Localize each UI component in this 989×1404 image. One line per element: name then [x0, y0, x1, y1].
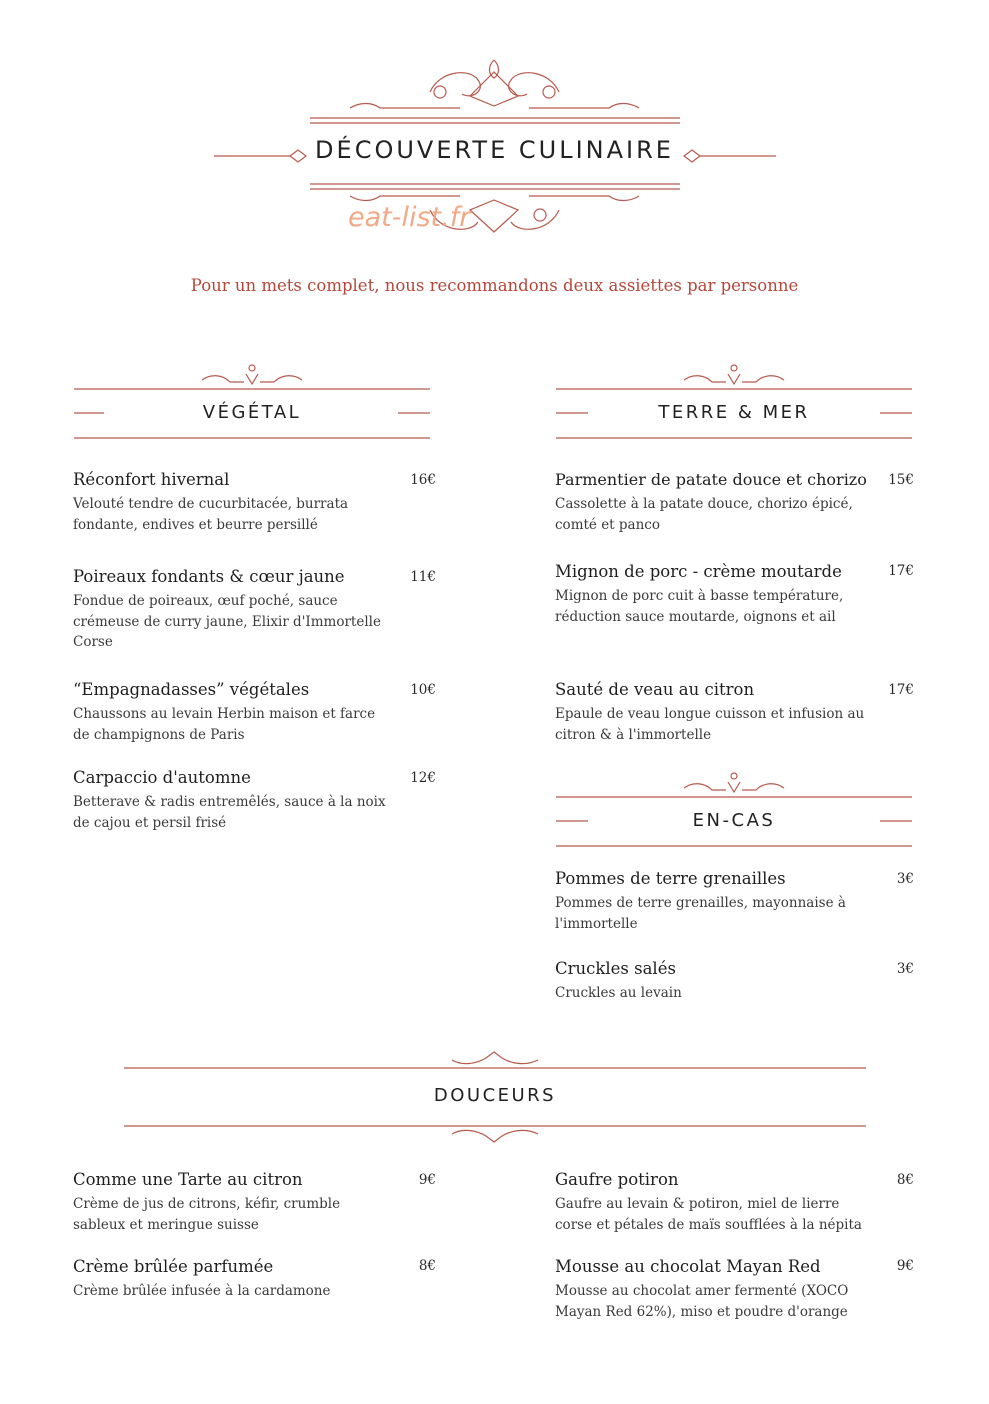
item-description: Velouté tendre de cucurbitacée, burrata fondante, endives et beurre persillé	[73, 496, 349, 533]
menu-item-parmentier	[555, 470, 885, 535]
item-description: Cassolette à la patate douce, chorizo épicé, comté et panco	[555, 496, 853, 533]
item-price: 16€	[410, 472, 436, 488]
item-description: Fondue de poireaux, œuf poché, sauce crémeuse de curry jaune, Elixir d'Immortelle Corse	[73, 593, 381, 650]
menu-item-creme-brulee	[73, 1257, 393, 1302]
item-price: 9€	[418, 1172, 436, 1188]
item-price: 3€	[896, 961, 914, 977]
item-name: Comme une Tarte au citron	[73, 1170, 303, 1189]
item-name: Réconfort hivernal	[73, 470, 230, 489]
item-description: Epaule de veau longue cuisson et infusion au citron & à l'immortelle	[555, 706, 865, 743]
item-name: Crème brûlée parfumée	[73, 1257, 274, 1276]
watermark: eat-list.fr	[348, 202, 471, 233]
menu-title: DÉCOUVERTE CULINAIRE	[315, 136, 674, 164]
menu-item-tarte-citron	[73, 1170, 393, 1235]
item-price: 17€	[888, 563, 914, 579]
item-price: 9€	[896, 1258, 914, 1274]
item-name: Parmentier de patate douce et chorizo	[555, 470, 867, 489]
item-name: Gaufre potiron	[555, 1170, 679, 1189]
item-name: Carpaccio d'automne	[73, 768, 251, 787]
item-description: Cruckles au levain	[555, 985, 682, 1001]
item-name: Poireaux fondants & cœur jaune	[73, 567, 345, 586]
menu-item-saute-de-veau	[555, 680, 875, 745]
item-price: 11€	[410, 569, 436, 585]
item-price: 15€	[888, 472, 914, 488]
item-price: 10€	[410, 682, 436, 698]
item-description: Gaufre au levain & potiron, miel de lierre corse et pétales de maïs soufflées à la népita	[555, 1196, 862, 1233]
item-description: Crème brûlée infusée à la cardamone	[73, 1283, 331, 1299]
item-description: Pommes de terre grenailles, mayonnaise à l'immortelle	[555, 895, 846, 932]
item-description: Betterave & radis entremêlés, sauce à la noix de cajou et persil frisé	[73, 794, 386, 831]
item-price: 12€	[410, 770, 436, 786]
item-name: “Empagnadasses” végétales	[73, 680, 310, 699]
item-name: Cruckles salés	[555, 959, 676, 978]
menu-item-gaufre-potiron	[555, 1170, 875, 1235]
menu-item-mignon-de-porc	[555, 562, 875, 627]
menu-item-mousse-chocolat	[555, 1257, 875, 1322]
menu-item-carpaccio	[73, 768, 403, 833]
item-price: 3€	[896, 871, 914, 887]
menu-item-poireaux-fondants	[73, 567, 403, 653]
menu-subtitle: Pour un mets complet, nous recommandons deux assiettes par personne	[190, 276, 799, 295]
item-name: Mousse au chocolat Mayan Red	[555, 1257, 821, 1276]
item-price: 8€	[896, 1172, 914, 1188]
item-price: 17€	[888, 682, 914, 698]
menu-item-empagnadasses	[73, 680, 403, 745]
item-price: 8€	[418, 1258, 436, 1274]
item-name: Sauté de veau au citron	[555, 680, 755, 699]
section-title-en-cas: EN-CAS	[692, 810, 776, 831]
menu-item-reconfort-hivernal	[73, 470, 393, 535]
menu-item-pommes-grenailles	[555, 869, 875, 934]
item-description: Mousse au chocolat amer fermenté (XOCO Mayan Red 62%), miso et poudre d'orange	[555, 1283, 849, 1320]
item-description: Crème de jus de citrons, kéfir, crumble sableux et meringue suisse	[73, 1196, 341, 1233]
section-title-douceurs: DOUCEURS	[433, 1085, 557, 1106]
item-description: Chaussons au levain Herbin maison et farce de champignons de Paris	[73, 706, 376, 743]
header-ornament	[0, 0, 989, 260]
section-title-vegetal: VÉGÉTAL	[202, 402, 302, 423]
item-name: Mignon de porc - crème moutarde	[555, 562, 842, 581]
menu-item-cruckles	[555, 959, 875, 1004]
item-name: Pommes de terre grenailles	[555, 869, 786, 888]
item-description: Mignon de porc cuit à basse température, réduction sauce moutarde, oignons et ail	[555, 588, 844, 625]
section-title-terre-mer: TERRE & MER	[658, 402, 810, 423]
